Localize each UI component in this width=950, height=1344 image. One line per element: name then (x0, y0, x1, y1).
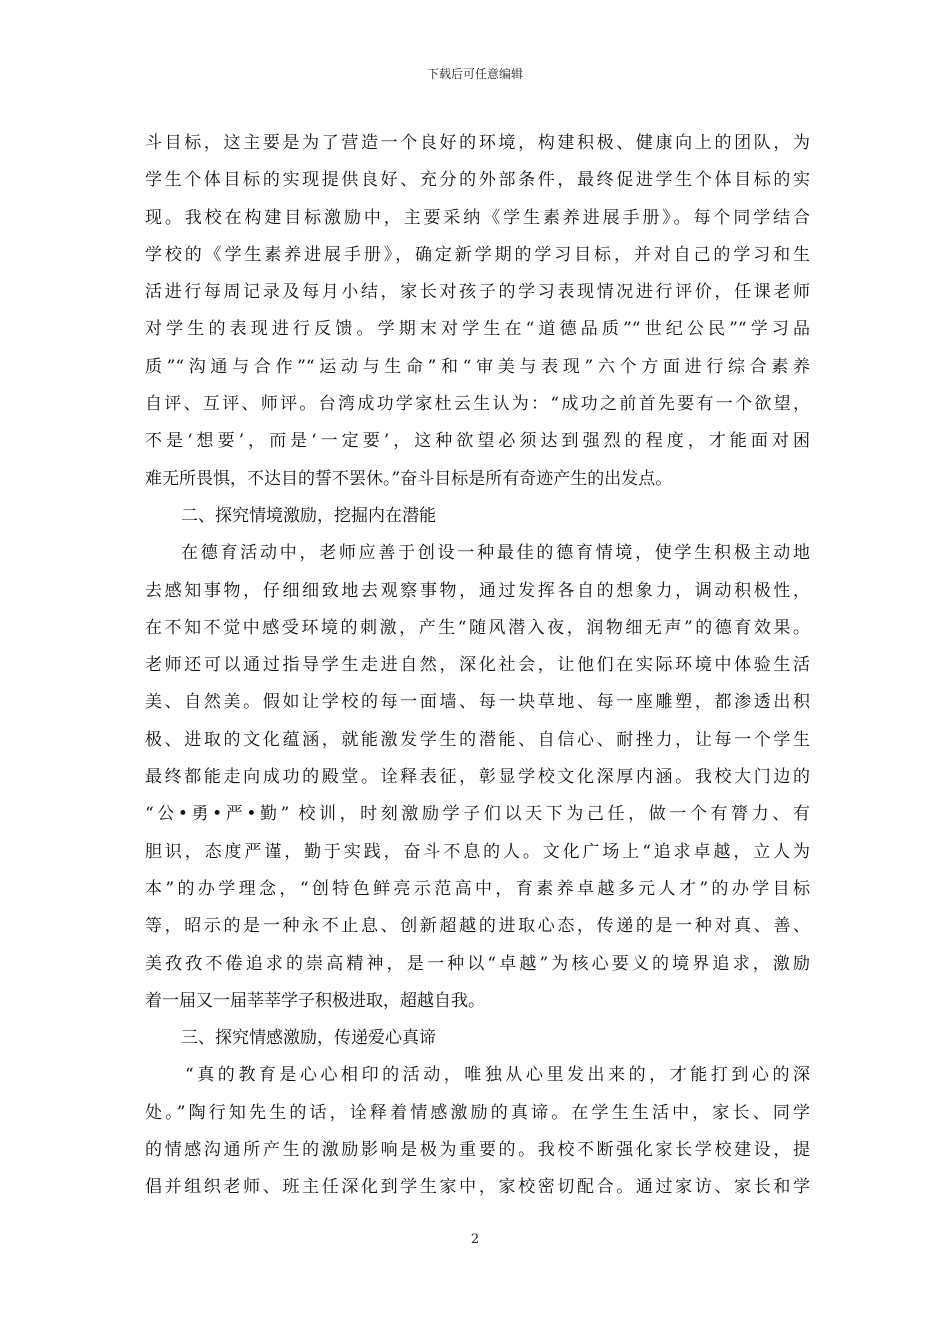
text-line: 现。我校在构建目标激励中，主要采纳《学生素养进展手册》。每个同学结合 (145, 207, 810, 228)
text-line: 不是‘想要’，而是‘一定要’，这种欲望必须达到强烈的程度，才能面对困 (145, 431, 810, 452)
document-body (145, 125, 810, 1207)
text-line: 倡并组织老师、班主任深化到学生家中，家校密切配合。通过家访、家长和学 (145, 1177, 810, 1198)
section-heading: 三、探究情感激励，传递爱心真谛 (181, 1028, 436, 1049)
text-line: 胆识，态度严谨，勤于实践，奋斗不息的人。文化广场上“追求卓越，立人为 (145, 841, 810, 862)
text-line: 斗目标，这主要是为了营造一个良好的环境，构建积极、健康向上的团队，为 (145, 133, 810, 153)
text-line: 的情感沟通所产生的激励影响是极为重要的。我校不断强化家长学校建设，提 (145, 1140, 810, 1161)
text-line: 极、进取的文化蕴涵，就能激发学生的潜能、自信心、耐挫力，让每一个学生 (145, 729, 810, 750)
page-header: 下载后可任意编辑 (426, 67, 523, 81)
text-line: 对学生的表现进行反馈。学期末对学生在“道德品质”“世纪公民”“学习品 (145, 319, 810, 340)
text-line: 活进行每周记录及每月小结，家长对孩子的学习表现情况进行评价，任课老师 (145, 282, 810, 303)
page-number: 2 (470, 1232, 480, 1247)
text-line: 最终都能走向成功的殿堂。诠释表征，彰显学校文化深厚内涵。我校大门边的 (145, 767, 810, 788)
text-line: 本”的办学理念，“创特色鲜亮示范高中，育素养卓越多元人才”的办学目标 (145, 878, 810, 899)
text-line: 在不知不觉中感受环境的刺激，产生“随风潜入夜，润物细无声”的德育效果。 (145, 617, 810, 638)
text-line: “真的教育是心心相印的活动，唯独从心里发出来的，才能打到心的深 (185, 1065, 810, 1086)
text-line: 等，昭示的是一种永不止息、创新超越的进取心态，传递的是一种对真、善、 (145, 916, 810, 937)
section-heading: 二、探究情境激励，挖掘内在潜能 (181, 505, 436, 526)
text-line: 美孜孜不倦追求的崇高精神，是一种以“卓越”为核心要义的境界追求，激励 (145, 953, 810, 974)
text-line: 处。”陶行知先生的话，诠释着情感激励的真谛。在学生生活中，家长、同学 (145, 1102, 810, 1123)
text-line: 学生个体目标的实现提供良好、充分的外部条件，最终促进学生个体目标的实 (145, 170, 810, 191)
text-line: 去感知事物，仔细细致地去观察事物，通过发挥各自的想象力，调动积极性， (145, 580, 810, 601)
text-line: 在德育活动中，老师应善于创设一种最佳的德育情境，使学生积极主动地 (181, 543, 810, 564)
text-line: 老师还可以通过指导学生走进自然，深化社会，让他们在实际环境中体验生活 (145, 655, 810, 676)
text-line: “公•勇•严•勤” 校训，时刻激励学子们以天下为己任，做一个有膂力、有 (145, 804, 810, 825)
text-line: 质”“沟通与合作”“运动与生命”和“审美与表现”六个方面进行综合素养 (145, 356, 810, 377)
text-line: 自评、互评、师评。台湾成功学家杜云生认为：“成功之前首先要有一个欲望， (145, 394, 810, 415)
text-line: 难无所畏惧，不达目的誓不罢休。”奋斗目标是所有奇迹产生的出发点。 (145, 468, 673, 489)
text-line: 着一届又一届莘莘学子积极进取，超越自我。 (145, 990, 485, 1011)
text-line: 美、自然美。假如让学校的每一面墙、每一块草地、每一座雕塑，都渗透出积 (145, 692, 810, 713)
text-line: 学校的《学生素养进展手册》，确定新学期的学习目标，并对自己的学习和生 (145, 244, 810, 265)
